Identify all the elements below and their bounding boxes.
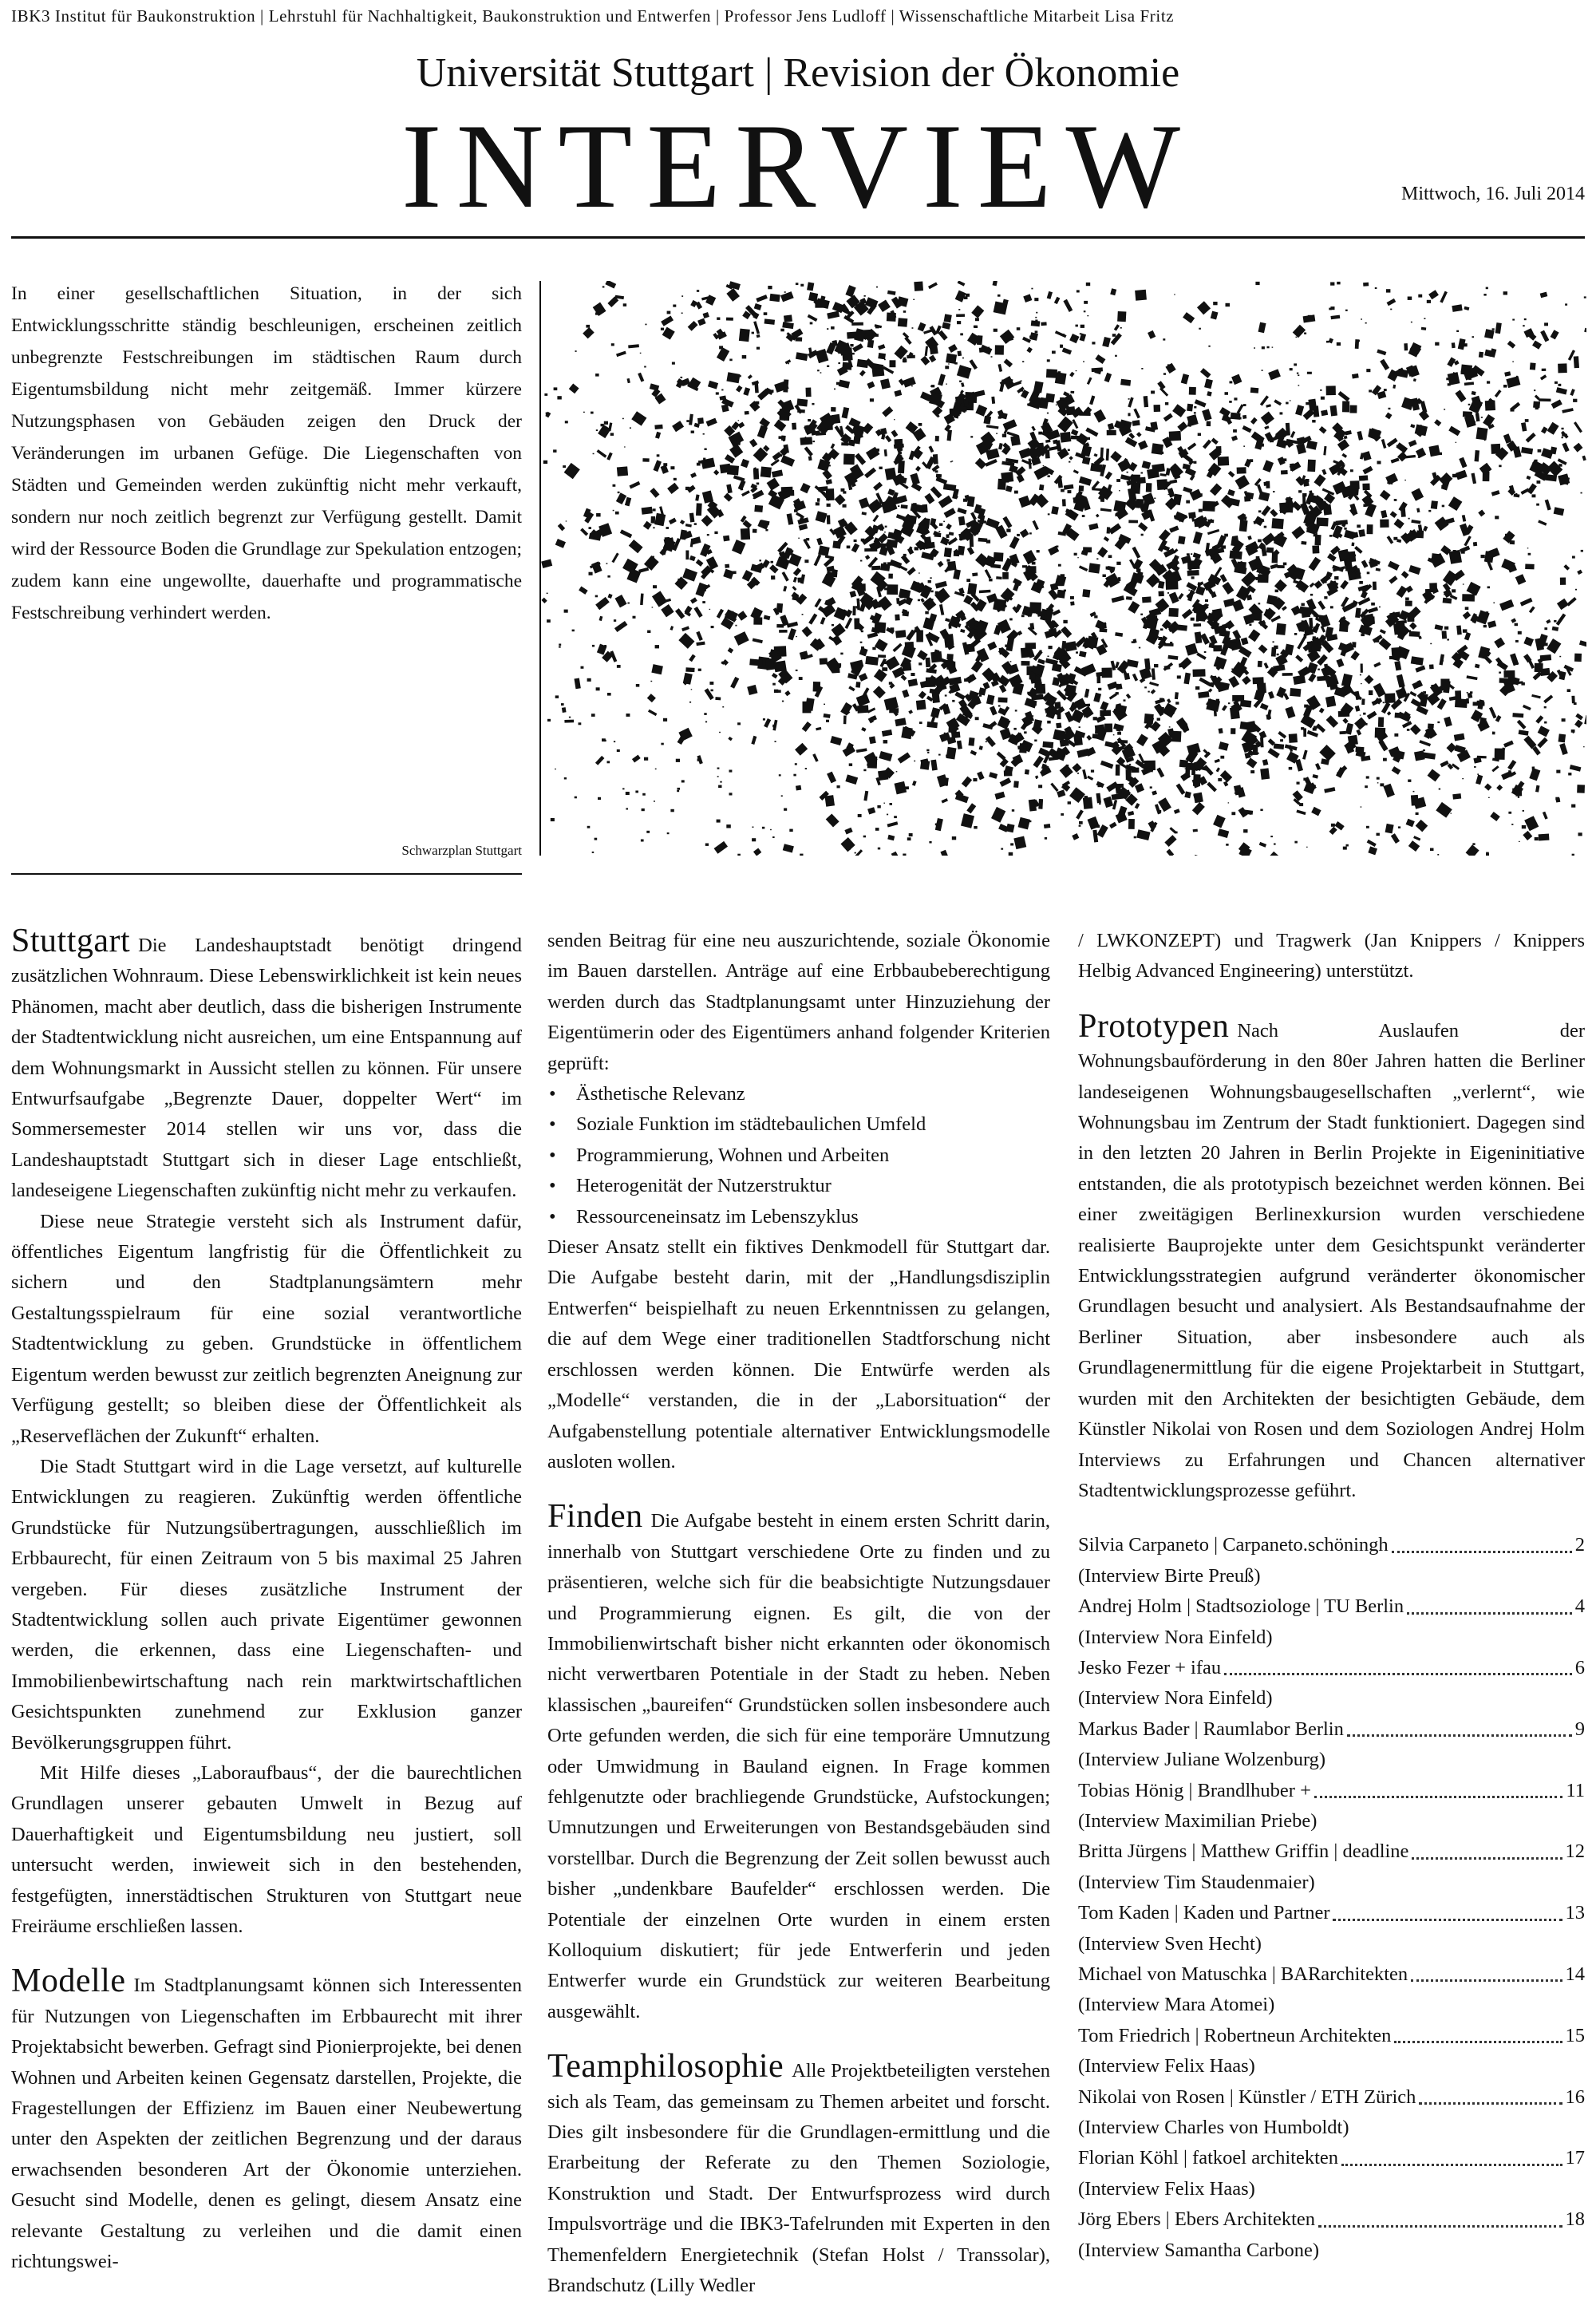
modelle-paragraph: Im Stadtplanungsamt können sich Interessenten für Nutzungen von Liegenschaften im Erbbaurecht mit ihrer Projektabsicht bewerben. Gefragt sind Pionierprojekte, bei denen Wohnen und Arbeiten keinen Gegensatz darstellen, Projekte, die Fragestellungen der Effizienz im Bauen einer Neubewertung unter den Aspekten der zeitlichen Begrenzung und der daraus erwachsenden besonderen Art der Ökonomie unterziehen. Gesucht sind Modelle, denen es gelingt, diesem Ansatz eine relevante Gestaltung zu verleihen und die damit einen richtungswei- (11, 1975, 522, 2273)
section-heading-prototypen: Prototypen (1078, 1007, 1230, 1045)
toc-entry-name: Jesko Fezer + ifau (1078, 1656, 1222, 1678)
dot-leader (1411, 1979, 1562, 1982)
dot-leader (1314, 1796, 1562, 1798)
toc-entry (1078, 1653, 1585, 1683)
toc-entry-interviewer: (Interview Felix Haas) (1078, 2177, 1255, 2200)
dot-leader (1333, 1919, 1562, 1921)
figure-ground-map-graphic (541, 281, 1586, 856)
toc-entry-name: Tobias Hönig | Brandlhuber + (1078, 1779, 1311, 1801)
toc-entry-interviewer: (Interview Charles von Humboldt) (1078, 2117, 1349, 2139)
list-item: • Ressourceneinsatz im Lebenszyklus (547, 1202, 1050, 1232)
section-heading-stuttgart: Stuttgart (11, 923, 131, 959)
toc-entry-page: 17 (1565, 2147, 1585, 2169)
toc-entry-interviewer: (Interview Felix Haas) (1078, 2055, 1255, 2078)
toc-entry (1078, 1776, 1585, 1806)
issue-date: Mittwoch, 16. Juli 2014 (1400, 184, 1585, 204)
stuttgart-paragraph-2: Diese neue Strategie versteht sich als Instrument dafür, öffentliches Eigentum langfristig für die Öffentlichkeit zu sichern und den Stadtplanungsämtern mehr Gestaltungsspielraum für eine sozial verantwortliche Stadtentwicklung zu geben. Grundstücke in öffentlichem Eigentum werden bewusst zur zeitlich begrenzten Aneignung zur Verfügung gestellt; so bleiben diese der Öffentlichkeit als „Reserveflächen der Zukunft“ erhalten. (11, 1210, 522, 1447)
team-paragraph: Alle Projektbeteiligten verstehen sich als Team, das gemeinsam zu Themen arbeitet und forscht. Dies gilt insbesondere für die Grundlagen-ermittlung und die Erarbeitung der Referate zu den Themen Soziologie, Konstruktion und Stadt. Der Entwurfsprozess wird durch Impulsvorträge und die IBK3-Tafelrunden mit Experten in den Themenfeldern Energietechnik (Stefan Holst / Transsolar), Brandschutz (Lilly Wedler (547, 2060, 1050, 2297)
dot-leader (1341, 2164, 1562, 2166)
institute-header: IBK3 Institut für Baukonstruktion | Lehrstuhl für Nachhaltigkeit, Baukonstruktion und Entwerfen | Professor Jens Ludloff | Wissenschaftliche Mitarbeit Lisa Fritz (11, 6, 1175, 26)
toc-entry-page: 14 (1565, 1963, 1585, 1985)
toc-entry-interviewer: (Interview Nora Einfeld) (1078, 1626, 1273, 1648)
dot-leader (1407, 1612, 1572, 1615)
toc-entry-name: Silvia Carpaneto | Carpaneto.schöningh (1078, 1534, 1389, 1556)
toc-entry-interviewer: (Interview Mara Atomei) (1078, 1994, 1275, 2016)
toc-entry (1078, 1591, 1585, 1622)
dot-leader (1392, 1551, 1572, 1553)
figure-ground-map (539, 281, 1586, 856)
column-2 (547, 926, 1050, 2301)
team-continued: / LWKONZEPT) und Tragwerk (Jan Knippers / Knippers Helbig Advanced Engineering) unterstützt. (1078, 930, 1585, 982)
dot-leader (1224, 1673, 1572, 1675)
dot-leader (1412, 1857, 1562, 1860)
toc-entry-interviewer: (Interview Samantha Carbone) (1078, 2239, 1320, 2261)
prototypen-section (1078, 1007, 1585, 1507)
toc-entry (1078, 2204, 1585, 2235)
stuttgart-paragraph-4: Mit Hilfe dieses „Laboraufbaus“, der die baurechtlichen Grundlagen unserer gebauten Umwelt in Bezug auf Dauerhaftigkeit und Eigentumsbildung neu justiert, soll untersucht werden, inwieweit sich in den bestehenden, festgefügten, innerstädtischen Strukturen von Stuttgart neue Freiräume erschließen lassen. (11, 1761, 522, 1937)
prototypen-paragraph: Nach Auslaufen der Wohnungsbauförderung in den 80er Jahren hatten die Berliner landeseigenen Wohnungsbaugesellschaften „verlernt“, wie Wohnungsbau im Zentrum der Stadt funktioniert. Dagegen sind in den letzten 20 Jahren in Berlin Projekte in Eigeninitiative entstanden, die als prototypisch bezeichnet werden können. Bei einer zweitägigen Berlinexkursion wurden verschiedene realisierte Bauprojekte unter dem Gesichtspunkt veränderter Entwicklungsstrategien aufgrund veränderter ökonomischer Grundlagen besucht und analysiert. Als Bestandsaufnahme der Berliner Situation, aber insbesondere auch als Grundlagenermittlung für die eigene Projektarbeit in Stuttgart, wurden mit den Architekten der besichtigten Gebäude, dem Künstler Nikolai von Rosen und dem Soziologen Andrej Holm Interviews zu Erfahrungen und Chancen alternativer Stadtentwicklungsprozesse geführt. (1078, 1019, 1585, 1501)
dot-leader (1419, 2102, 1562, 2105)
toc-entry-page: 12 (1565, 1840, 1585, 1863)
modelle-conclusion: Dieser Ansatz stellt ein fiktives Denkmodell für Stuttgart dar. Die Aufgabe besteht darin, mit der „Handlungsdisziplin Entwerfen“ beispielhaft zu neuen Erkenntnissen zu gelangen, die auf dem Wege einer traditionellen Stadtforschung nicht erschlossen werden können. Die Entwürfe werden als „Modelle“ verstanden, die in der „Laborsituation“ der Aufgabenstellung potentiale alternativer Entwicklungsmodelle ausloten wollen. (547, 1236, 1050, 1473)
list-item: • Soziale Funktion im städtebaulichen Umfeld (547, 1109, 1050, 1140)
page-title: INTERVIEW (401, 99, 1195, 233)
toc-entry-interviewer: (Interview Nora Einfeld) (1078, 1687, 1273, 1710)
interview-index (1078, 1530, 1585, 2266)
toc-entry-page: 2 (1574, 1534, 1585, 1556)
modelle-continued: senden Beitrag für eine neu auszurichtende, soziale Ökonomie im Bauen darstellen. Anträge auf eine Erbbaubeberechtigung werden durch das Stadtplanungsamt unter Hinzuziehung der Eigentümerin oder des Eigentümers anhand folgender Kriterien geprüft: (547, 930, 1050, 1074)
toc-entry-name: Tom Friedrich | Robertneun Architekten (1078, 2024, 1392, 2046)
toc-entry (1078, 1530, 1585, 1560)
toc-entry-interviewer: (Interview Sven Hecht) (1078, 1932, 1262, 1955)
toc-entry-name: Tom Kaden | Kaden und Partner (1078, 1902, 1330, 1924)
toc-entry-name: Jörg Ebers | Ebers Architekten (1078, 2208, 1316, 2231)
toc-entry-interviewer: (Interview Tim Staudenmaier) (1078, 1871, 1315, 1893)
publication-subtitle: Universität Stuttgart | Revision der Ökonomie (416, 50, 1180, 96)
caption-rule (11, 873, 522, 875)
finden-paragraph: Die Aufgabe besteht in einem ersten Schritt darin, innerhalb von Stuttgart verschiedene Orte zu finden und zu präsentieren, welche sich für die beabsichtigte Nutzungsdauer und Programmierung eignen. Es gilt, die von der Immobilienwirtschaft bisher nicht erkannten oder ökonomisch nicht verwertbaren Potentiale in der Stadt zu heben. Neben klassischen „baureifen“ Grundstücken sollen insbesondere auch Orte gefunden werden, die sich für eine temporäre Umnutzung oder Umwidmung in Bauland eignen. In Frage kommen fehlgenutzte oder brachliegende Grundstücke, Aufstockungen; Umnutzungen und Erweiterungen von Bestandsgebäuden sind vorstellbar. Durch die Begrenzung der Zeit sollen bewusst auch bisher „undenkbare Baufelder“ erschlossen werden. Die Potentiale der einzelnen Orte wurden in einem ersten Kolloquium diskutiert; für jede Entwerferin und jeden Entwerfer wurde ein Grundstück zur weiteren Bearbeitung ausgewählt. (547, 1510, 1050, 2022)
section-heading-finden: Finden (547, 1498, 643, 1536)
toc-entry-interviewer: (Interview Birte Preuß) (1078, 1564, 1261, 1587)
toc-entry-name: Nikolai von Rosen | Künstler / ETH Zürich (1078, 2086, 1416, 2108)
toc-entry (1078, 2143, 1585, 2173)
toc-entry-name: Michael von Matuschka | BARarchitekten (1078, 1963, 1408, 1985)
toc-entry (1078, 2021, 1585, 2051)
column-1 (11, 923, 522, 2277)
dot-leader (1318, 2225, 1562, 2228)
dot-leader (1347, 1734, 1572, 1737)
toc-entry-page: 18 (1565, 2208, 1585, 2231)
stuttgart-paragraph-3: Die Stadt Stuttgart wird in die Lage versetzt, auf kulturelle Entwicklungen zu reagieren. Zukünftig werden öffentliche Grundstücke für Nutzungsübertragungen, ausschließlich im Erbbaurecht, für einen Zeitraum von 5 bis maximal 25 Jahren vergeben. Für dieses zusätzliche Instrument der Stadtentwicklung sollen auch private Eigentümer gewonnen werden, die erkennen, dass eine Liegenschaften- und Immobilienbewirtschaftung nach rein marktwirtschaftlichen Gesichtspunkten zunehmend zur Exklusion ganzer Bevölkerungsgruppen führt. (11, 1455, 522, 1753)
toc-entry (1078, 1898, 1585, 1928)
toc-entry (1078, 2082, 1585, 2113)
toc-entry-name: Markus Bader | Raumlabor Berlin (1078, 1718, 1344, 1740)
toc-entry (1078, 1836, 1585, 1867)
toc-entry-name: Andrej Holm | Stadtsoziologe | TU Berlin (1078, 1595, 1404, 1618)
map-caption: Schwarzplan Stuttgart (401, 843, 522, 858)
toc-entry-name: Britta Jürgens | Matthew Griffin | deadline (1078, 1840, 1409, 1863)
toc-entry (1078, 1959, 1585, 1990)
finden-section (547, 1498, 1050, 2027)
column-3 (1078, 926, 1585, 2266)
toc-entry-page: 9 (1574, 1718, 1585, 1740)
section-heading-teamphilosophie: Teamphilosophie (547, 2048, 784, 2086)
toc-entry-name: Florian Köhl | fatkoel architekten (1078, 2147, 1339, 2169)
toc-entry-page: 15 (1565, 2024, 1585, 2046)
modelle-section (11, 1963, 522, 2277)
dot-leader (1394, 2041, 1562, 2043)
toc-entry-interviewer: (Interview Maximilian Priebe) (1078, 1809, 1317, 1832)
toc-entry-page: 4 (1574, 1595, 1585, 1618)
header-rule (11, 236, 1585, 239)
toc-entry-page: 13 (1565, 1902, 1585, 1924)
toc-entry (1078, 1714, 1585, 1745)
team-section (547, 2048, 1050, 2301)
section-heading-modelle: Modelle (11, 1963, 126, 2000)
list-item: • Heterogenität der Nutzerstruktur (547, 1171, 1050, 1201)
toc-entry-page: 11 (1566, 1779, 1585, 1801)
stuttgart-section (11, 923, 522, 1207)
stuttgart-paragraph-1: Die Landeshauptstadt benötigt dringend zusätzlichen Wohnraum. Diese Lebenswirklichkeit ist kein neues Phänomen, macht aber deutlich, dass die bisherigen Instrumente der Stadtentwicklung nicht ausreichen, um eine Entspannung auf dem Wohnungsmarkt in Aussicht stellen zu können. Für unsere Entwurfsaufgabe „Begrenzte Dauer, doppelter Wert“ im Sommersemester 2014 stellen wir uns vor, dass die Landeshauptstadt Stuttgart sich in dieser Lage entschließt, landeseigene Liegenschaften zukünftig nicht mehr zu verkaufen. (11, 935, 522, 1202)
toc-entry-interviewer: (Interview Juliane Wolzenburg) (1078, 1749, 1326, 1771)
list-item: • Programmierung, Wohnen und Arbeiten (547, 1141, 1050, 1171)
toc-entry-page: 16 (1565, 2086, 1585, 2108)
intro-text: In einer gesellschaftlichen Situation, in der sich Entwicklungsschritte ständig beschleunigen, erscheinen zeitlich unbegrenzte Festschreibungen im städtischen Raum durch Eigentumsbildung nicht mehr zeitgemäß. Immer kürzere Nutzungsphasen von Gebäuden zeigen den Druck der Veränderungen im urbanen Gefüge. Die Liegenschaften von Städten und Gemeinden werden zukünftig nicht mehr verkauft, sondern nur noch zeitlich begrenzt zur Verfügung gestellt. Damit wird der Ressource Boden die Grundlage zur Spekulation entzogen; zudem kann eine ungewollte, dauerhafte und programmatische Festschreibung verhindert werden. (11, 283, 522, 623)
toc-entry-page: 6 (1574, 1656, 1585, 1678)
criteria-list (547, 1079, 1050, 1232)
list-item: • Ästhetische Relevanz (547, 1079, 1050, 1109)
